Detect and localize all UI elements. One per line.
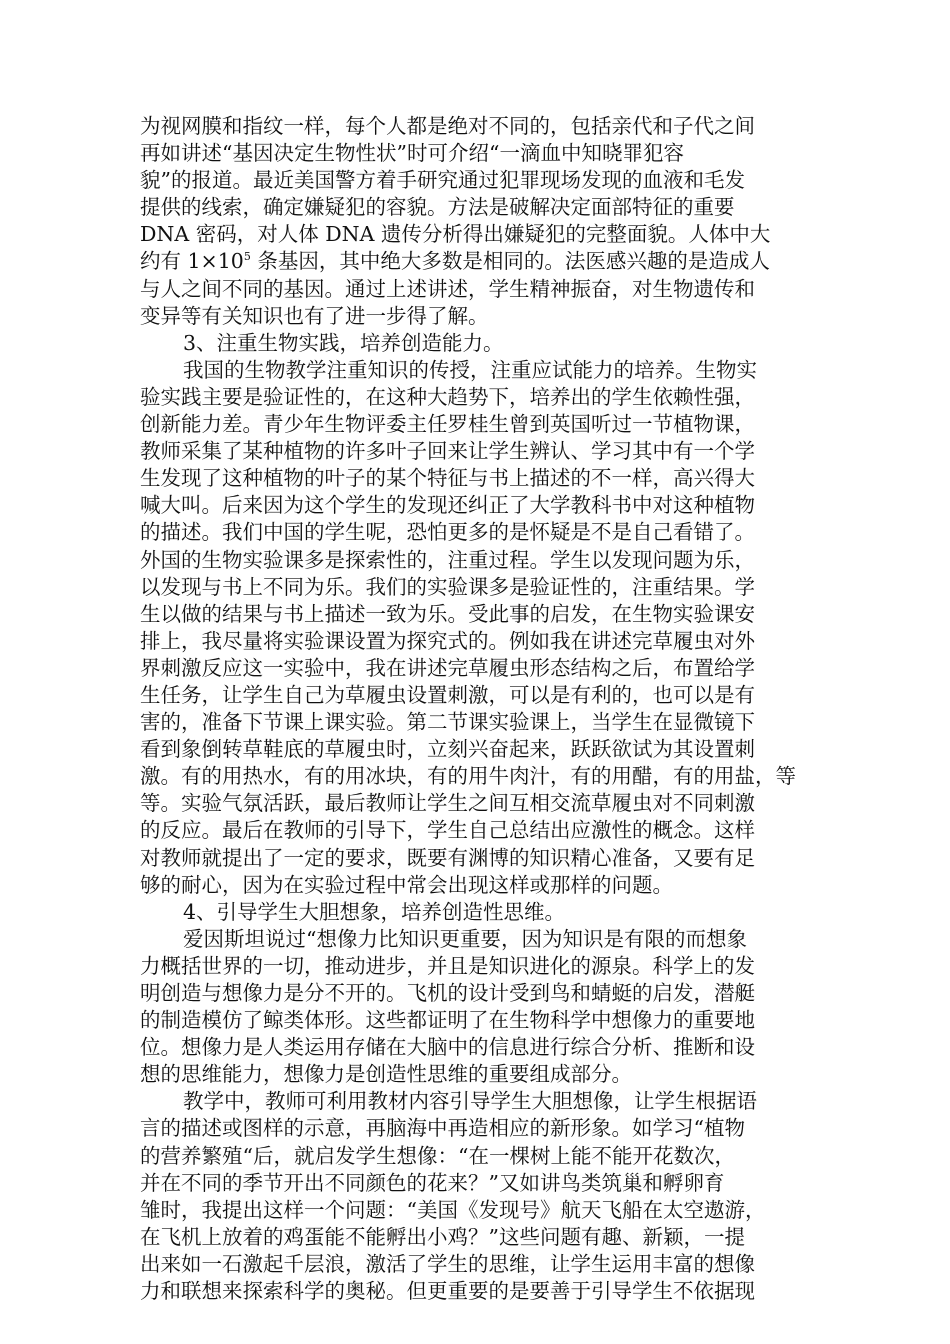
text-line: 激。有的用热水，有的用冰块，有的用牛肉汁，有的用醋，有的用盐，等 <box>140 764 796 789</box>
text-line: 够的耐心，因为在实验过程中常会出现这样或那样的问题。 <box>140 872 673 897</box>
text-line: 力概括世界的一切，推动进步，并且是知识进化的源泉。科学上的发 <box>140 953 755 978</box>
paragraph-first-line: 我国的生物教学注重知识的传授，注重应试能力的培养。生物实 <box>183 357 757 382</box>
text-line: 变异等有关知识也有了进一步得了解。 <box>140 303 489 328</box>
text-line: 的营养繁殖“后，就启发学生想像：“在一棵树上能不能开花数次， <box>140 1143 735 1168</box>
text-line: 排上，我尽量将实验课设置为探究式的。例如我在讲述完草履虫对外 <box>140 628 755 653</box>
document-body <box>140 113 813 1305</box>
text-line: 生任务，让学生自己为草履虫设置刺激，可以是有利的，也可以是有 <box>140 682 755 707</box>
text-line: 等。实验气氛活跃，最后教师让学生之间互相交流草履虫对不同刺激 <box>140 791 755 816</box>
text-line: DNA 密码，对人体 DNA 遗传分析得出嫌疑犯的完整面貌。人体中大 <box>140 222 771 247</box>
text-line: 的反应。最后在教师的引导下，学生自己总结出应激性的概念。这样 <box>140 818 755 843</box>
text-line: 外国的生物实验课多是探索性的，注重过程。学生以发现问题为乐， <box>140 547 755 572</box>
text-line: 貌”的报道。最近美国警方着手研究通过犯罪现场发现的血液和毛发 <box>140 168 745 193</box>
text-line: 提供的线索，确定嫌疑犯的容貌。方法是破解决定面部特征的重要 <box>140 195 735 220</box>
text-line: 力和联想来探索科学的奥秘。但更重要的是要善于引导学生不依据现 <box>140 1279 755 1304</box>
text-line: 界刺激反应这一实验中，我在讲述完草履虫形态结构之后，布置给学 <box>140 655 755 680</box>
text-line: 以发现与书上不同为乐。我们的实验课多是验证性的，注重结果。学 <box>140 574 755 599</box>
section-heading: 4、引导学生大胆想象，培养创造性思维。 <box>183 899 566 924</box>
superscript-exponent: 5 <box>243 250 251 264</box>
text-line: 的制造模仿了鲸类体形。这些都证明了在生物科学中想像力的重要地 <box>140 1008 755 1033</box>
text-line: 言的描述或图样的示意，再脑海中再造相应的新形象。如学习“植物 <box>140 1116 745 1141</box>
text-line: 创新能力差。青少年生物评委主任罗桂生曾到英国听过一节植物课， <box>140 412 755 437</box>
text-line: 教师采集了某种植物的许多叶子回来让学生辨认、学习其中有一个学 <box>140 439 755 464</box>
text-segment: 约有 1×10 <box>140 249 244 274</box>
text-line: 生发现了这种植物的叶子的某个特征与书上描述的不一样，高兴得大 <box>140 466 755 491</box>
text-line: 雏时，我提出这样一个问题：“美国《发现号》航天飞船在太空遨游， <box>140 1197 766 1222</box>
text-segment: 条基因，其中绝大多数是相同的。法医感兴趣的是造成人 <box>250 249 770 274</box>
text-line: 想的思维能力，想像力是创造性思维的重要组成部分。 <box>140 1062 632 1087</box>
text-line: 生以做的结果与书上描述一致为乐。受此事的启发，在生物实验课安 <box>140 601 755 626</box>
text-line: 看到象倒转草鞋底的草履虫时，立刻兴奋起来，跃跃欲试为其设置刺 <box>140 737 755 762</box>
text-line: 位。想像力是人类运用存储在大脑中的信息进行综合分析、推断和设 <box>140 1035 755 1060</box>
text-line: 与人之间不同的基因。通过上述讲述，学生精神振奋，对生物遗传和 <box>140 276 755 301</box>
paragraph-first-line: 爱因斯坦说过“想像力比知识更重要，因为知识是有限的而想象 <box>183 926 747 951</box>
text-line: 害的，准备下节课上课实验。第二节课实验课上，当学生在显微镜下 <box>140 710 755 735</box>
text-line: 出来如一石激起千层浪，激活了学生的思维，让学生运用丰富的想像 <box>140 1251 755 1276</box>
text-line: 验实践主要是验证性的，在这种大趋势下，培养出的学生依赖性强， <box>140 384 755 409</box>
paragraph-first-line: 教学中，教师可利用教材内容引导学生大胆想像，让学生根据语 <box>183 1089 757 1114</box>
text-line: 再如讲述“基因决定生物性状”时可介绍“一滴血中知晓罪犯容 <box>140 141 684 166</box>
section-heading: 3、注重生物实践，培养创造能力。 <box>183 330 504 355</box>
text-line: 喊大叫。后来因为这个学生的发现还纠正了大学教科书中对这种植物 <box>140 493 755 518</box>
text-line: 明创造与想像力是分不开的。飞机的设计受到鸟和蜻蜓的启发，潜艇 <box>140 981 755 1005</box>
text-line <box>140 248 813 275</box>
text-line: 对教师就提出了一定的要求，既要有渊博的知识精心准备，又要有足 <box>140 845 755 870</box>
text-line: 在飞机上放着的鸡蛋能不能孵出小鸡？”这些问题有趣、新颖，一提 <box>140 1224 745 1249</box>
text-line: 为视网膜和指纹一样，每个人都是绝对不同的，包括亲代和子代之间 <box>140 114 755 138</box>
text-line: 的描述。我们中国的学生呢，恐怕更多的是怀疑是不是自己看错了。 <box>140 520 755 545</box>
text-line: 并在不同的季节开出不同颜色的花来？”又如讲鸟类筑巢和孵卵育 <box>140 1170 725 1195</box>
